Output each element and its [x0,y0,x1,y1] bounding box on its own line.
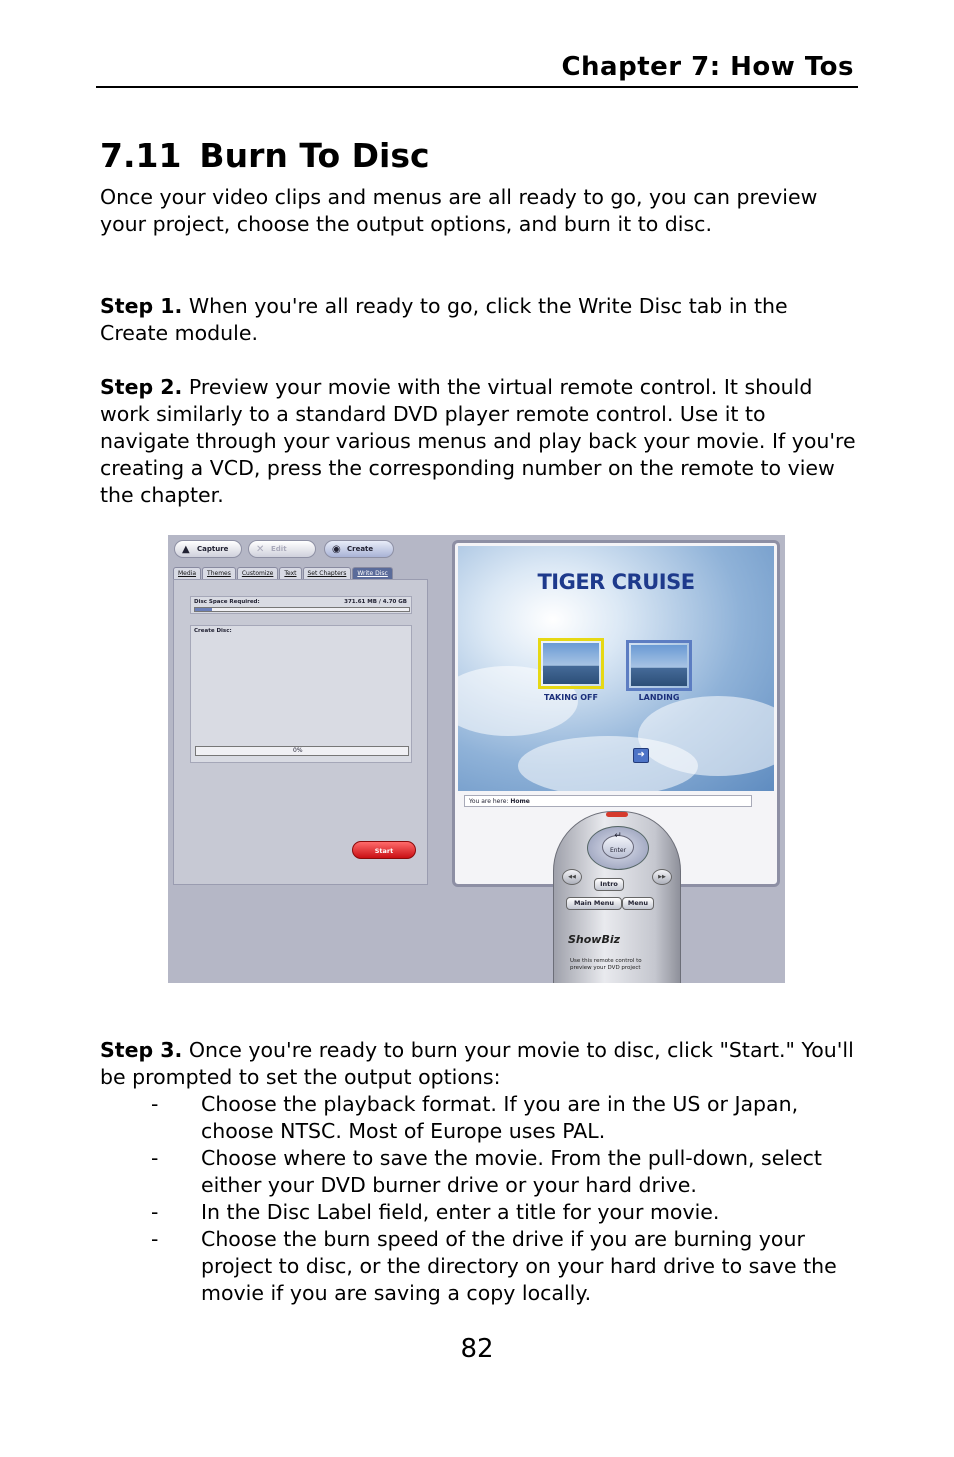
create-module-button[interactable] [324,540,394,558]
tab-set-chapters[interactable]: Set Chapters [303,567,352,579]
disc-space-value: 371.61 MB / 4.70 GB [344,599,407,605]
tab-themes[interactable]: Themes [202,567,236,579]
showbiz-logo: ShowBiz [568,933,621,946]
location-bar [464,795,752,807]
list-dash: - [151,1146,159,1170]
list-item [100,1145,860,1199]
create-disc-box [190,625,412,763]
section-title: Burn To Disc [199,136,430,175]
list-dash: - [151,1200,159,1224]
disc-icon: ◉ [332,544,341,555]
enter-arrow-icon: ↵ [614,831,622,841]
remote-enter-button[interactable] [602,831,634,859]
scissors-icon: ✕ [256,544,265,555]
step-label: Step 1. [100,294,183,318]
thumbnail-image [631,645,687,686]
step-text: Once you're ready to burn your movie to disc, click "Start." You'll be prompted to set the output options: [100,1038,854,1089]
disc-space-fill [195,608,212,611]
page-number: 82 [460,1334,494,1364]
start-button[interactable]: Start [352,841,416,859]
step-label: Step 3. [100,1038,183,1062]
section-heading [100,136,430,175]
remote-next-button[interactable]: ▶▶ [652,869,672,885]
location-label: You are here: [469,798,509,805]
remote-intro-button[interactable]: Intro [594,878,624,891]
cloud [518,736,698,791]
list-item-text: Choose the playback format. If you are in the US or Japan, choose NTSC. Most of Europe uses PAL. [201,1092,799,1143]
remote-prev-button[interactable]: ◀◀ [562,869,582,885]
step-text: When you're all ready to go, click the Write Disc tab in the Create module. [100,294,788,345]
virtual-remote [553,811,681,983]
location-value: Home [510,798,530,805]
chapter-label-taking-off: TAKING OFF [544,693,598,702]
capture-module-button[interactable] [174,540,242,558]
step-label: Step 2. [100,375,183,399]
remote-menu-button[interactable]: Menu [622,897,654,910]
step-1 [100,293,860,347]
section-number: 7.11 [100,136,182,175]
remote-hint: Use this remote control to preview your DVD project [570,958,642,971]
thumbnail-image [543,643,599,684]
camera-icon: ▲ [182,544,190,555]
step-3 [100,1037,860,1091]
disc-space-box [190,596,412,614]
step-text: Preview your movie with the virtual remote control. It should work similarly to a standard DVD player remote control. Use it to navigate through your various menus and play back your movie. If you're creating a VCD, press the corresponding number on the remote to view the chapter. [100,375,856,507]
list-item-text: Choose where to save the movie. From the pull-down, select either your DVD burner drive or your hard drive. [201,1146,822,1197]
next-arrow-icon[interactable]: ➜ [633,748,649,763]
chapter-label-landing: LANDING [638,693,680,702]
list-item-text: In the Disc Label field, enter a title for your movie. [201,1200,720,1224]
output-options-list [100,1091,860,1307]
disc-space-label: Disc Space Required: [194,599,260,605]
list-dash: - [151,1227,159,1251]
edit-module-button[interactable] [248,540,316,558]
list-item [100,1199,860,1226]
list-item-text: Choose the burn speed of the drive if you are burning your project to disc, or the directory on your hard drive to save the movie if you are saving a copy locally. [201,1227,837,1305]
tab-text[interactable]: Text [279,567,301,579]
edit-label: Edit [271,545,287,553]
list-item [100,1091,860,1145]
list-item [100,1226,860,1307]
disc-space-bar [194,607,410,612]
tab-customize[interactable]: Customize [237,567,279,579]
chapter-thumbnail-taking-off[interactable] [538,638,604,689]
capture-label: Capture [197,545,229,553]
create-label: Create [347,545,374,553]
remote-main-menu-button[interactable]: Main Menu [566,897,622,910]
enter-label: Enter [609,847,627,854]
list-dash: - [151,1092,159,1116]
create-disc-label: Create Disc: [194,628,232,634]
dvd-menu-title: TIGER CRUISE [537,570,695,594]
tab-write-disc[interactable]: Write Disc [352,567,392,579]
step-2 [100,374,860,509]
remote-led [606,812,628,817]
intro-paragraph: Once your video clips and menus are all ready to go, you can preview your project, choose the output options, and burn it to disc. [100,185,818,236]
chapter-title: Chapter 7: How Tos [561,52,854,82]
dvd-menu-background [458,546,774,791]
write-disc-panel [173,579,428,885]
tab-media[interactable]: Media [173,567,201,579]
create-tabs [173,567,394,579]
app-screenshot [168,535,785,983]
page-header [96,52,858,88]
burn-progress-text: 0% [293,747,303,754]
chapter-thumbnail-landing[interactable] [626,640,692,691]
